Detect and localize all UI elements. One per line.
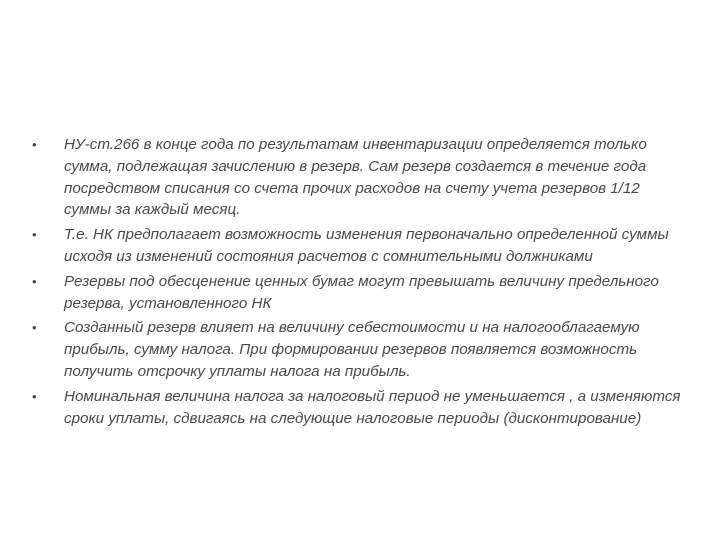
bullet-text: Созданный резерв влияет на величину себестоимости и на налогооблагаемую прибыль, сумму налога. При формировании резервов появляется возможность получить отсрочку уплаты налога на прибыль. [64,319,640,380]
bullet-dot-icon: • [32,388,37,404]
bullet-item [30,271,690,315]
bullet-item [30,386,690,430]
bullet-dot-icon: • [32,320,37,336]
bullet-text: Резервы под обесценение ценных бумаг могут превышать величину предельного резерва, установленного НК [64,272,659,312]
bullet-list [30,134,690,432]
bullet-item [30,224,690,268]
bullet-dot-icon: • [32,137,37,152]
bullet-text: Т.е. НК предполагает возможность изменения первоначально определенной суммы исходя из изменений состояния расчетов с сомнительными должниками [64,226,669,265]
bullet-dot-icon: • [32,227,37,243]
bullet-item [30,317,690,382]
bullet-item [30,134,690,221]
bullet-dot-icon: • [32,273,37,289]
bullet-text: НУ-ст.266 в конце года по результатам инвентаризации определяется только сумма, подлежащая зачислению в резерв. Сам резерв создается в течение года посредством списания со счета прочих расходов на счету учета резервов 1/12 суммы за каждый месяц. [64,136,647,219]
bullet-text: Номинальная величина налога за налоговый период не уменьшается , а изменяются сроки уплаты, сдвигаясь на следующие налоговые периоды (дисконтирование) [64,387,681,427]
